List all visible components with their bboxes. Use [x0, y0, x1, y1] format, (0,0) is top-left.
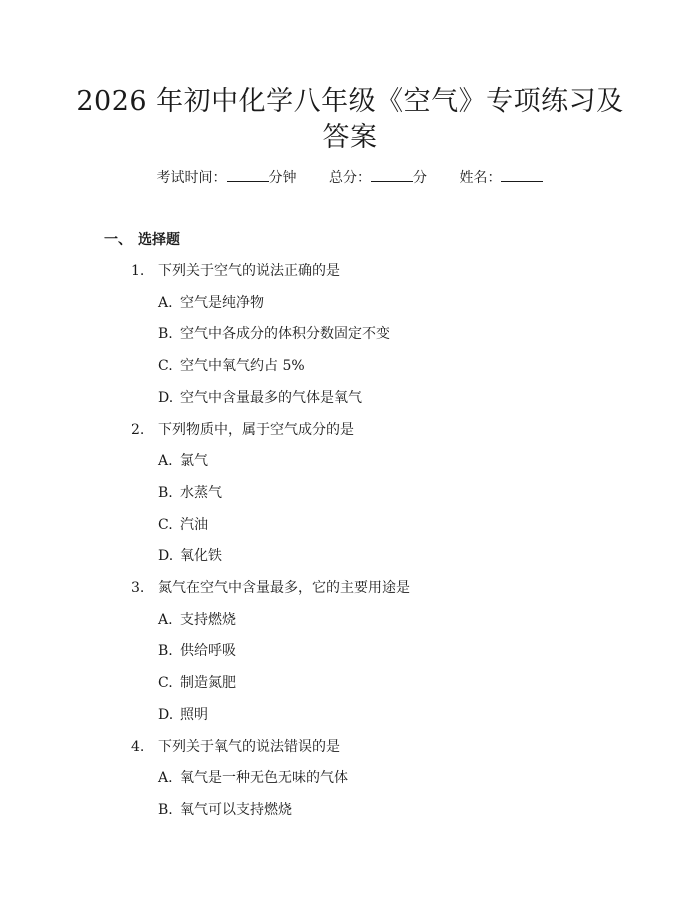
student-name-field [459, 168, 543, 188]
option-text: 制造氮肥 [180, 675, 236, 691]
option-text: 水蒸气 [180, 485, 222, 501]
option-text: 空气中含量最多的气体是氧气 [180, 390, 362, 406]
option-letter: A. [158, 770, 173, 786]
option-letter: A. [158, 453, 173, 469]
option-text: 照明 [180, 707, 208, 723]
option-text: 空气中氧气约占 5% [180, 358, 305, 374]
document-title-line-1: 2026 年初中化学八年级《空气》专项练习及 [76, 86, 624, 117]
option-3-c[interactable] [158, 673, 236, 693]
option-text: 汽油 [180, 517, 208, 533]
option-letter: B. [158, 802, 173, 818]
option-2-b[interactable] [158, 483, 222, 503]
option-letter: D. [158, 390, 174, 406]
section-number: 一、 [104, 232, 132, 248]
question-2 [131, 420, 354, 440]
option-3-d[interactable] [158, 705, 208, 725]
total-score-unit: 分 [413, 170, 427, 186]
question-3 [131, 578, 410, 598]
option-text: 供给呼吸 [180, 643, 236, 659]
exam-time-unit: 分钟 [268, 170, 297, 186]
question-number: 3. [131, 580, 145, 596]
option-2-d[interactable] [158, 546, 222, 566]
section-title: 选择题 [138, 232, 180, 248]
question-1 [131, 261, 340, 281]
total-score-field [329, 168, 427, 188]
option-letter: C. [158, 517, 173, 533]
option-4-a[interactable] [158, 768, 348, 788]
exam-info [0, 168, 700, 188]
question-text: 下列关于氧气的说法错误的是 [158, 739, 340, 755]
option-letter: B. [158, 643, 173, 659]
option-letter: C. [158, 358, 173, 374]
option-1-b[interactable] [158, 324, 390, 344]
option-3-a[interactable] [158, 610, 236, 630]
question-text: 氮气在空气中含量最多，它的主要用途是 [158, 580, 410, 596]
option-1-a[interactable] [158, 293, 264, 313]
option-1-c[interactable] [158, 356, 305, 376]
student-name-blank[interactable] [501, 169, 543, 182]
exam-time-field [157, 168, 297, 188]
question-text: 下列关于空气的说法正确的是 [158, 263, 340, 279]
option-text: 氧气是一种无色无味的气体 [180, 770, 348, 786]
option-text: 氧气可以支持燃烧 [180, 802, 292, 818]
option-text: 氯气 [180, 453, 208, 469]
option-2-c[interactable] [158, 515, 208, 535]
option-letter: A. [158, 295, 173, 311]
option-text: 支持燃烧 [180, 612, 236, 628]
option-letter: B. [158, 485, 173, 501]
document-title-line-2: 答案 [322, 122, 378, 153]
question-number: 1. [131, 263, 145, 279]
option-letter: D. [158, 707, 174, 723]
exam-time-label: 考试时间： [156, 170, 227, 186]
total-score-label: 总分： [329, 170, 371, 186]
option-letter: A. [158, 612, 173, 628]
question-4 [131, 737, 340, 757]
option-text: 氧化铁 [180, 548, 222, 564]
option-letter: D. [158, 548, 174, 564]
option-letter: B. [158, 326, 173, 342]
student-name-label: 姓名： [459, 170, 502, 186]
question-number: 4. [131, 739, 145, 755]
option-4-b[interactable] [158, 800, 292, 820]
total-score-blank[interactable] [371, 169, 413, 182]
option-text: 空气中各成分的体积分数固定不变 [180, 326, 390, 342]
section-heading [104, 230, 180, 250]
option-3-b[interactable] [158, 641, 236, 661]
question-number: 2. [131, 422, 145, 438]
option-letter: C. [158, 675, 173, 691]
option-2-a[interactable] [158, 451, 208, 471]
option-text: 空气是纯净物 [180, 295, 264, 311]
exam-time-blank[interactable] [227, 169, 269, 182]
option-1-d[interactable] [158, 388, 362, 408]
question-text: 下列物质中，属于空气成分的是 [158, 422, 354, 438]
